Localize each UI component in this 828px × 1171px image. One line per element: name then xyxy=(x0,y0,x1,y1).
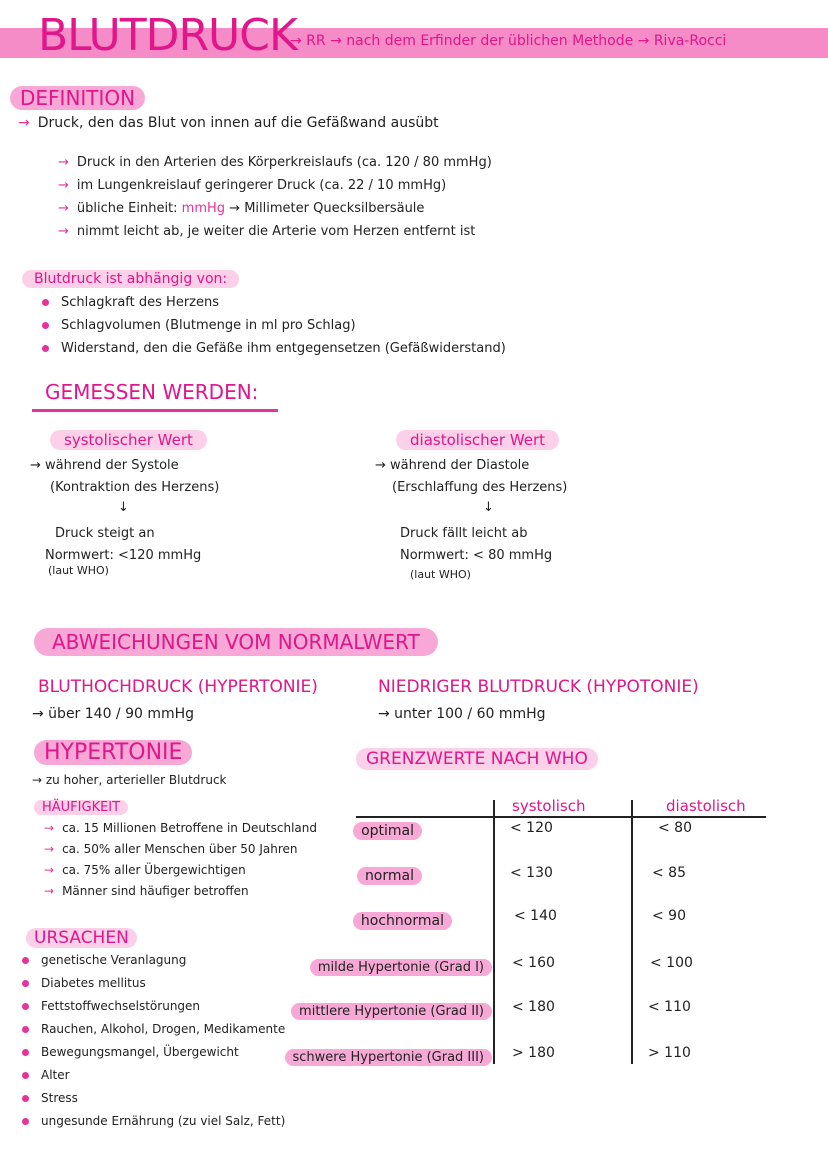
ursache-item: Stress xyxy=(22,1091,78,1105)
definition-heading: DEFINITION xyxy=(10,86,145,110)
abhaengig-item: Schlagkraft des Herzens xyxy=(42,295,219,310)
systolic-source: (laut WHO) xyxy=(48,564,109,577)
ursachen-heading: URSACHEN xyxy=(26,928,137,948)
table-cell-systolic: < 130 xyxy=(510,865,553,881)
haeufigkeit-heading: HÄUFIGKEIT xyxy=(34,796,128,815)
table-cell-diastolic: < 85 xyxy=(652,865,686,881)
column-header-diastolic: diastolisch xyxy=(666,797,746,815)
definition-point: → nimmt leicht ab, je weiter die Arterie vom Herzen entfernt ist xyxy=(58,224,476,239)
abweichungen-heading: ABWEICHUNGEN VOM NORMALWERT xyxy=(34,628,438,656)
haeufigkeit-item: → ca. 50% aller Menschen über 50 Jahren xyxy=(44,842,298,856)
definition-point: → Druck in den Arterien des Körperkreislaufs (ca. 120 / 80 mmHg) xyxy=(58,155,492,170)
table-cell-systolic: < 140 xyxy=(514,908,557,924)
hypertonie-sub: → zu hoher, arterieller Blutdruck xyxy=(32,773,227,787)
hypertonie-value: → über 140 / 90 mmHg xyxy=(32,706,195,722)
ursache-item: genetische Veranlagung xyxy=(22,953,186,967)
ursache-item: ungesunde Ernährung (zu viel Salz, Fett) xyxy=(22,1114,285,1128)
systolic-normwert: Normwert: <120 mmHg xyxy=(45,548,202,563)
table-row-label: mittlere Hypertonie (Grad II) xyxy=(291,1000,492,1019)
page-title: BLUTDRUCK xyxy=(38,10,297,61)
systolic-line: → während der Systole xyxy=(30,458,179,473)
table-cell-systolic: > 180 xyxy=(512,1045,555,1061)
table-cell-diastolic: < 90 xyxy=(652,908,686,924)
abhaengig-item: Schlagvolumen (Blutmenge in ml pro Schlag) xyxy=(42,318,356,333)
abhaengig-heading: Blutdruck ist abhängig von: xyxy=(22,268,239,288)
abhaengig-item: Widerstand, den die Gefäße ihm entgegensetzen (Gefäßwiderstand) xyxy=(42,341,506,356)
haeufigkeit-item: → ca. 75% aller Übergewichtigen xyxy=(44,863,246,877)
diastolic-line: → während der Diastole xyxy=(375,458,530,473)
table-cell-diastolic: < 100 xyxy=(650,955,693,971)
diastolic-line: Druck fällt leicht ab xyxy=(400,526,528,541)
haeufigkeit-item: → ca. 15 Millionen Betroffene in Deutschland xyxy=(44,821,318,835)
hypertonie-title: BLUTHOCHDRUCK (HYPERTONIE) xyxy=(38,677,318,697)
systolic-line: Druck steigt an xyxy=(55,526,155,541)
grenzwerte-heading: GRENZWERTE NACH WHO xyxy=(356,748,598,770)
ursache-item: Diabetes mellitus xyxy=(22,976,146,990)
table-row-label: hochnormal xyxy=(353,910,452,929)
hypertonie-heading: HYPERTONIE xyxy=(34,740,192,765)
table-row-label: schwere Hypertonie (Grad III) xyxy=(285,1046,493,1065)
ursache-item: Fettstoffwechselstörungen xyxy=(22,999,200,1013)
ursache-item: Alter xyxy=(22,1068,70,1082)
table-column-rule xyxy=(493,800,495,1064)
column-header-systolic: systolisch xyxy=(512,797,586,815)
title-subline: → RR → nach dem Erfinder der üblichen Methode → Riva-Rocci xyxy=(290,33,727,49)
table-cell-systolic: < 120 xyxy=(510,820,553,836)
diastolic-line: (Erschlaffung des Herzens) xyxy=(392,480,568,495)
table-cell-diastolic: < 80 xyxy=(658,820,692,836)
systolic-title: systolischer Wert xyxy=(50,430,207,450)
definition-main: → Druck, den das Blut von innen auf die Gefäßwand ausübt xyxy=(18,115,439,131)
definition-point: → übliche Einheit: mmHg → Millimeter Quecksilbersäule xyxy=(58,201,425,216)
table-cell-diastolic: < 110 xyxy=(648,999,691,1015)
down-arrow-icon: ↓ xyxy=(118,500,129,515)
down-arrow-icon: ↓ xyxy=(483,500,494,515)
table-row-label: milde Hypertonie (Grad I) xyxy=(310,956,492,975)
diastolic-title: diastolischer Wert xyxy=(396,430,559,450)
hypotonie-title: NIEDRIGER BLUTDRUCK (HYPOTONIE) xyxy=(378,677,699,697)
haeufigkeit-item: → Männer sind häufiger betroffen xyxy=(44,884,249,898)
ursache-item: Rauchen, Alkohol, Drogen, Medikamente xyxy=(22,1022,285,1036)
table-row-label: normal xyxy=(357,865,422,884)
gemessen-heading: GEMESSEN WERDEN: xyxy=(45,380,259,404)
systolic-line: (Kontraktion des Herzens) xyxy=(50,480,220,495)
table-cell-systolic: < 180 xyxy=(512,999,555,1015)
definition-point: → im Lungenkreislauf geringerer Druck (ca. 22 / 10 mmHg) xyxy=(58,178,447,193)
table-header-rule xyxy=(356,816,766,818)
hypotonie-value: → unter 100 / 60 mmHg xyxy=(378,706,546,722)
table-row-label: optimal xyxy=(353,820,422,839)
diastolic-source: (laut WHO) xyxy=(410,568,471,581)
table-cell-systolic: < 160 xyxy=(512,955,555,971)
gemessen-underline xyxy=(32,409,278,412)
diastolic-normwert: Normwert: < 80 mmHg xyxy=(400,548,553,563)
table-cell-diastolic: > 110 xyxy=(648,1045,691,1061)
table-column-rule xyxy=(631,800,633,1064)
ursache-item: Bewegungsmangel, Übergewicht xyxy=(22,1045,239,1059)
